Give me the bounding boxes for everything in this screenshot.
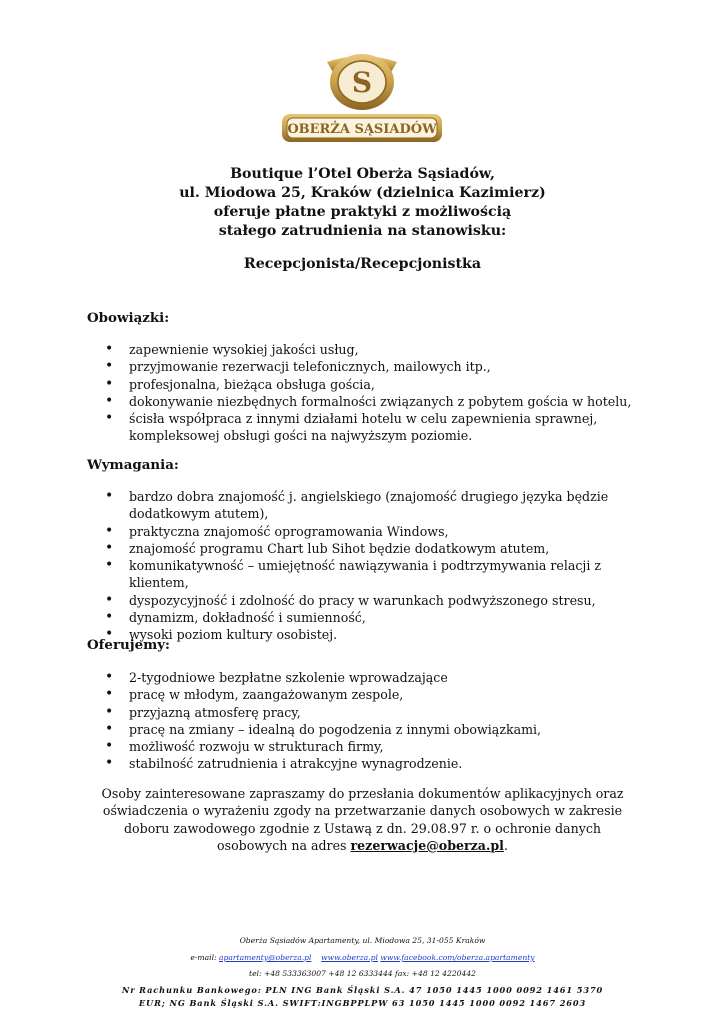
list-item: • stabilność zatrudnienia i atrakcyjne wynagrodzenie. <box>87 755 647 772</box>
header <box>100 165 625 241</box>
list-item: • ścisła współpraca z innymi działami hotelu w celu zapewnienia sprawnej, kompleksowej obsługi gości na najwyższym poziomie. <box>87 410 647 445</box>
footer-website-link[interactable]: www.oberza.pl <box>321 953 378 962</box>
list-item: • przyjmowanie rezerwacji telefonicznych, mailowych itp., <box>87 358 647 375</box>
list-item: • zapewnienie wysokiej jakości usług, <box>87 341 647 358</box>
header-line-3: oferuje płatne praktyki z możliwością <box>213 204 512 220</box>
footer-bank-line-2: EUR; NG Bank Śląski S.A. SWIFT:INGBPPLPW 63 1050 1445 1000 0092 1467 2603 <box>138 998 587 1008</box>
application-email-link[interactable]: rezerwacje@oberza.pl <box>350 837 504 853</box>
footer-facebook-link[interactable]: www.facebook.com/oberza.apartamenty <box>380 953 535 962</box>
footer-email-label: e-mail: <box>190 953 217 962</box>
list-item: • dokonywanie niezbędnych formalności związanych z pobytem gościa w hotelu, <box>87 393 647 410</box>
footer-phone: tel: +48 533363007 +48 12 6333444 fax: +48 12 4220442 <box>249 969 476 978</box>
header-line-2: ul. Miodowa 25, Kraków (dzielnica Kazimierz) <box>179 185 546 201</box>
duties-list <box>87 341 647 445</box>
list-item: • dynamizm, dokładność i sumienność, <box>87 609 647 626</box>
list-item: • praktyczna znajomość oprogramowania Windows, <box>87 523 647 540</box>
list-item: • pracę w młodym, zaangażowanym zespole, <box>87 686 647 703</box>
list-item: • możliwość rozwoju w strukturach firmy, <box>87 738 647 755</box>
list-item: • profesjonalna, bieżąca obsługa gościa, <box>87 376 647 393</box>
position-title: Recepcjonista/Recepcjonistka <box>243 256 482 272</box>
footer-address: Oberża Sąsiadów Apartamenty, ul. Miodowa 25, 31-055 Kraków <box>239 936 486 945</box>
requirements-title: Wymagania: <box>87 457 179 473</box>
logo-letter: S <box>351 66 373 99</box>
closing-paragraph <box>90 785 635 854</box>
header-line-1: Boutique l’Otel Oberża Sąsiadów, <box>230 166 495 182</box>
closing-end: . <box>503 837 508 853</box>
footer-contacts <box>60 953 665 962</box>
list-item: • pracę na zmiany – idealną do pogodzenia z innymi obowiązkami, <box>87 721 647 738</box>
offer-title: Oferujemy: <box>87 637 170 653</box>
oberza-sasiadow-logo <box>272 52 452 148</box>
list-item: • komunikatywność – umiejętność nawiązywania i podtrzymywania relacji z klientem, <box>87 557 647 592</box>
list-item: • znajomość programu Chart lub Sihot będzie dodatkowym atutem, <box>87 540 647 557</box>
offer-list <box>87 669 647 773</box>
list-item: • przyjazną atmosferę pracy, <box>87 704 647 721</box>
list-item: • 2-tygodniowe bezpłatne szkolenie wprowadzające <box>87 669 647 686</box>
list-item: • wysoki poziom kultury osobistej. <box>87 626 647 643</box>
footer-email-link[interactable]: apartamenty@oberza.pl <box>219 953 312 962</box>
list-item: • bardzo dobra znajomość j. angielskiego (znajomość drugiego języka będzie dodatkowym atutem), <box>87 488 647 523</box>
closing-text: Osoby zainteresowane zapraszamy do przesłania dokumentów aplikacyjnych oraz oświadczenia o wyrażeniu zgody na przetwarzanie danych osobowych w zakresie doboru zawodowego zgodnie z Ustawą z dn. 29.08.97 r. o ochronie danych osobowych na adres <box>101 786 624 853</box>
header-line-4: stałego zatrudnienia na stanowisku: <box>218 223 507 239</box>
footer-bank-line-1: Nr Rachunku Bankowego: PLN ING Bank Śląski S.A. 47 1050 1445 1000 0092 1461 5370 <box>121 985 604 995</box>
logo-name: OBERŻA SĄSIADÓW <box>287 122 437 137</box>
requirements-list <box>87 488 647 644</box>
duties-title: Obowiązki: <box>87 310 170 326</box>
list-item: • dyspozycyjność i zdolność do pracy w warunkach podwyższonego stresu, <box>87 592 647 609</box>
